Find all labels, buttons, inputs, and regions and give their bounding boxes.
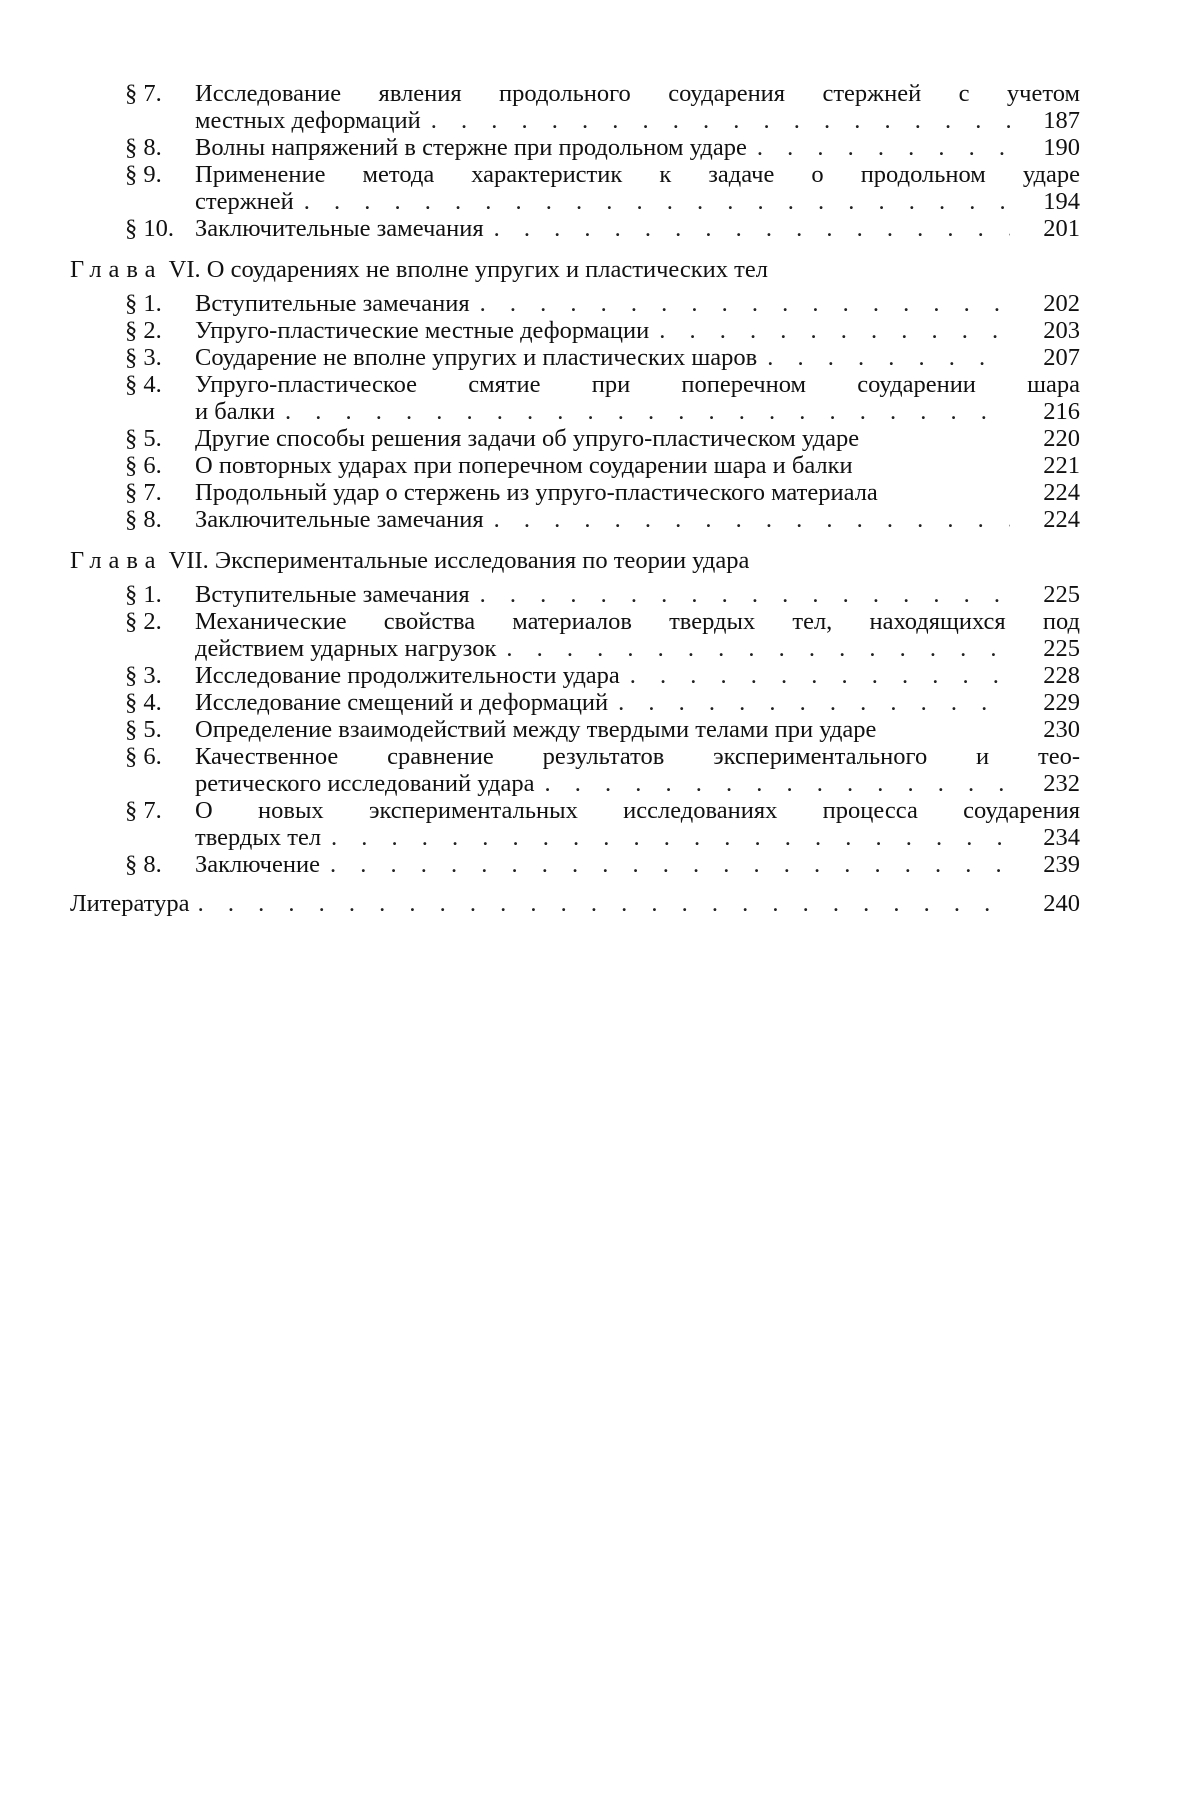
section-number: § 5.: [125, 425, 162, 452]
chapter-title: VII. Экспериментальные исследования по теории удара: [168, 547, 750, 574]
section-title-row: [195, 452, 1080, 479]
section-title-line: и балки: [195, 398, 276, 425]
section-title-line: стержней: [195, 188, 294, 215]
section-title-line: Исследование смещений и деформаций: [195, 689, 609, 716]
entry-body: [195, 506, 1080, 533]
section-title-row: [195, 506, 1080, 533]
section-number: § 5.: [125, 716, 162, 743]
section-title-line: Другие способы решения задачи об упруго-пластическом ударе: [195, 425, 860, 452]
section-title-line: О новых экспериментальных исследованиях процесса соударения: [195, 797, 1080, 824]
toc-entry: [70, 608, 1080, 662]
toc-entry: [70, 479, 1080, 506]
entry-body: [195, 851, 1080, 878]
section-number: § 8.: [125, 506, 162, 533]
section-number: § 2.: [125, 317, 162, 344]
literature-entry: [70, 890, 1080, 917]
section-title-row: [195, 215, 1080, 242]
page-number: 225: [1043, 581, 1080, 608]
page-number: 225: [1043, 635, 1080, 662]
toc-entry: [70, 506, 1080, 533]
entry-body: [195, 317, 1080, 344]
section-title-line: Заключительные замечания: [195, 506, 484, 533]
toc-entry: [70, 743, 1080, 797]
page-number: 202: [1043, 290, 1080, 317]
dot-leader: [494, 215, 1010, 242]
page-number: 187: [1043, 107, 1080, 134]
toc-entry: [70, 716, 1080, 743]
section-title-line: твердых тел: [195, 824, 322, 851]
chapter-word: Глава: [70, 547, 163, 574]
section-title-line: Вступительные замечания: [195, 581, 470, 608]
section-title-row: [195, 716, 1080, 743]
section-title-row: [195, 662, 1080, 689]
dot-leader: [767, 344, 1010, 371]
section-number: § 9.: [125, 161, 162, 188]
section-title-row: [195, 398, 1080, 425]
section-title-line: Механические свойства материалов твердых тел, находящихся под: [195, 608, 1080, 635]
section-number: § 2.: [125, 608, 162, 635]
dot-leader: [285, 398, 1010, 425]
page-number: 220: [1043, 425, 1080, 452]
section-number: § 1.: [125, 581, 162, 608]
section-title-line: Исследование продолжительности удара: [195, 662, 620, 689]
section-title-line: ретического исследований удара: [195, 770, 535, 797]
literature-label: Литература: [70, 890, 190, 917]
section-number: § 3.: [125, 662, 162, 689]
toc-entry: [70, 662, 1080, 689]
dot-leader: [659, 317, 1010, 344]
section-number: § 6.: [125, 743, 162, 770]
page-number: 221: [1043, 452, 1080, 479]
chapter-heading-7: [70, 547, 1080, 575]
section-title-row: [195, 317, 1080, 344]
section-number: § 7.: [125, 797, 162, 824]
section-title-row: [195, 824, 1080, 851]
section-title-line: Применение метода характеристик к задаче о продольном ударе: [195, 161, 1080, 188]
dot-leader: [494, 506, 1010, 533]
entry-body: [195, 290, 1080, 317]
section-title-row: [195, 689, 1080, 716]
dot-leader: [757, 134, 1010, 161]
section-number: § 1.: [125, 290, 162, 317]
dot-leader: [198, 890, 1010, 917]
entry-body: [195, 80, 1080, 134]
toc-entry: [70, 134, 1080, 161]
entry-body: [195, 425, 1080, 452]
entry-body: [195, 215, 1080, 242]
section-title-line: Продольный удар о стержень из упруго-пластического материала: [195, 479, 878, 506]
entry-body: [195, 479, 1080, 506]
entry-body: [195, 161, 1080, 215]
page-number: 201: [1043, 215, 1080, 242]
entry-body: [195, 797, 1080, 851]
page-number: 203: [1043, 317, 1080, 344]
entry-body: [195, 689, 1080, 716]
dot-leader: [431, 107, 1010, 134]
table-of-contents: [70, 80, 1080, 917]
toc-entry: [70, 689, 1080, 716]
section-title-line: Качественное сравнение результатов экспериментального и тео-: [195, 743, 1080, 770]
toc-entry: [70, 317, 1080, 344]
section-number: § 8.: [125, 134, 162, 161]
section-number: § 8.: [125, 851, 162, 878]
section-title-row: [195, 770, 1080, 797]
toc-entry: [70, 371, 1080, 425]
dot-leader: [304, 188, 1010, 215]
page-number: 234: [1043, 824, 1080, 851]
section-title-row: [195, 581, 1080, 608]
section-number: § 4.: [125, 371, 162, 398]
page-number: 232: [1043, 770, 1080, 797]
toc-entry: [70, 290, 1080, 317]
section-number: § 7.: [125, 80, 162, 107]
section-title-row: [195, 290, 1080, 317]
section-title-row: [195, 635, 1080, 662]
section-number: § 3.: [125, 344, 162, 371]
entry-body: [195, 581, 1080, 608]
chapter-word: Глава: [70, 256, 163, 283]
section-title-row: [195, 479, 1080, 506]
section-title-row: [195, 344, 1080, 371]
page-number: 228: [1043, 662, 1080, 689]
section-title-row: [195, 134, 1080, 161]
entry-body: [195, 134, 1080, 161]
section-title-row: [195, 425, 1080, 452]
section-title-line: действием ударных нагрузок: [195, 635, 497, 662]
chapter-title: VI. О соударениях не вполне упругих и пластических тел: [168, 256, 768, 283]
toc-group-chapter-7: [70, 581, 1080, 878]
toc-entry: [70, 425, 1080, 452]
entry-body: [195, 371, 1080, 425]
entry-body: [195, 344, 1080, 371]
toc-entry: [70, 581, 1080, 608]
dot-leader: [330, 851, 1010, 878]
page-number: 229: [1043, 689, 1080, 716]
dot-leader: [480, 290, 1010, 317]
section-number: § 6.: [125, 452, 162, 479]
entry-body: [195, 716, 1080, 743]
section-title-line: Определение взаимодействий между твердыми телами при ударе: [195, 716, 877, 743]
section-number: § 4.: [125, 689, 162, 716]
toc-entry: [70, 344, 1080, 371]
toc-entry: [70, 851, 1080, 878]
section-title-line: Исследование явления продольного соударения стержней с учетом: [195, 80, 1080, 107]
section-number: § 7.: [125, 479, 162, 506]
dot-leader: [480, 581, 1010, 608]
toc-entry: [70, 80, 1080, 134]
section-title-row: [195, 188, 1080, 215]
page-number: 216: [1043, 398, 1080, 425]
dot-leader: [544, 770, 1010, 797]
section-title-line: Волны напряжений в стержне при продольном ударе: [195, 134, 747, 161]
chapter-heading-6: [70, 256, 1080, 284]
page-number: 239: [1043, 851, 1080, 878]
page-number: 207: [1043, 344, 1080, 371]
section-title-line: Заключение: [195, 851, 320, 878]
dot-leader: [618, 689, 1010, 716]
dot-leader: [506, 635, 1010, 662]
page-number: 224: [1043, 479, 1080, 506]
toc-entry: [70, 452, 1080, 479]
section-title-line: Вступительные замечания: [195, 290, 470, 317]
page-number: 224: [1043, 506, 1080, 533]
section-title-line: Соударение не вполне упругих и пластических шаров: [195, 344, 758, 371]
toc-group-top: [70, 80, 1080, 242]
section-title-line: Упруго-пластическое смятие при поперечном соударении шара: [195, 371, 1080, 398]
section-title-line: местных деформаций: [195, 107, 421, 134]
entry-body: [195, 743, 1080, 797]
dot-leader: [331, 824, 1010, 851]
toc-entry: [70, 797, 1080, 851]
section-title-row: [195, 107, 1080, 134]
entry-body: [195, 452, 1080, 479]
toc-group-chapter-6: [70, 290, 1080, 533]
page-number: 194: [1043, 188, 1080, 215]
section-title-line: Заключительные замечания: [195, 215, 484, 242]
toc-entry: [70, 215, 1080, 242]
page-number: 240: [1043, 890, 1080, 917]
page-number: 190: [1043, 134, 1080, 161]
entry-body: [195, 608, 1080, 662]
toc-entry: [70, 161, 1080, 215]
section-number: § 10.: [125, 215, 174, 242]
section-title-row: [195, 851, 1080, 878]
page-number: 230: [1043, 716, 1080, 743]
dot-leader: [630, 662, 1010, 689]
section-title-line: Упруго-пластические местные деформации: [195, 317, 650, 344]
entry-body: [195, 662, 1080, 689]
section-title-line: О повторных ударах при поперечном соударении шара и балки: [195, 452, 853, 479]
